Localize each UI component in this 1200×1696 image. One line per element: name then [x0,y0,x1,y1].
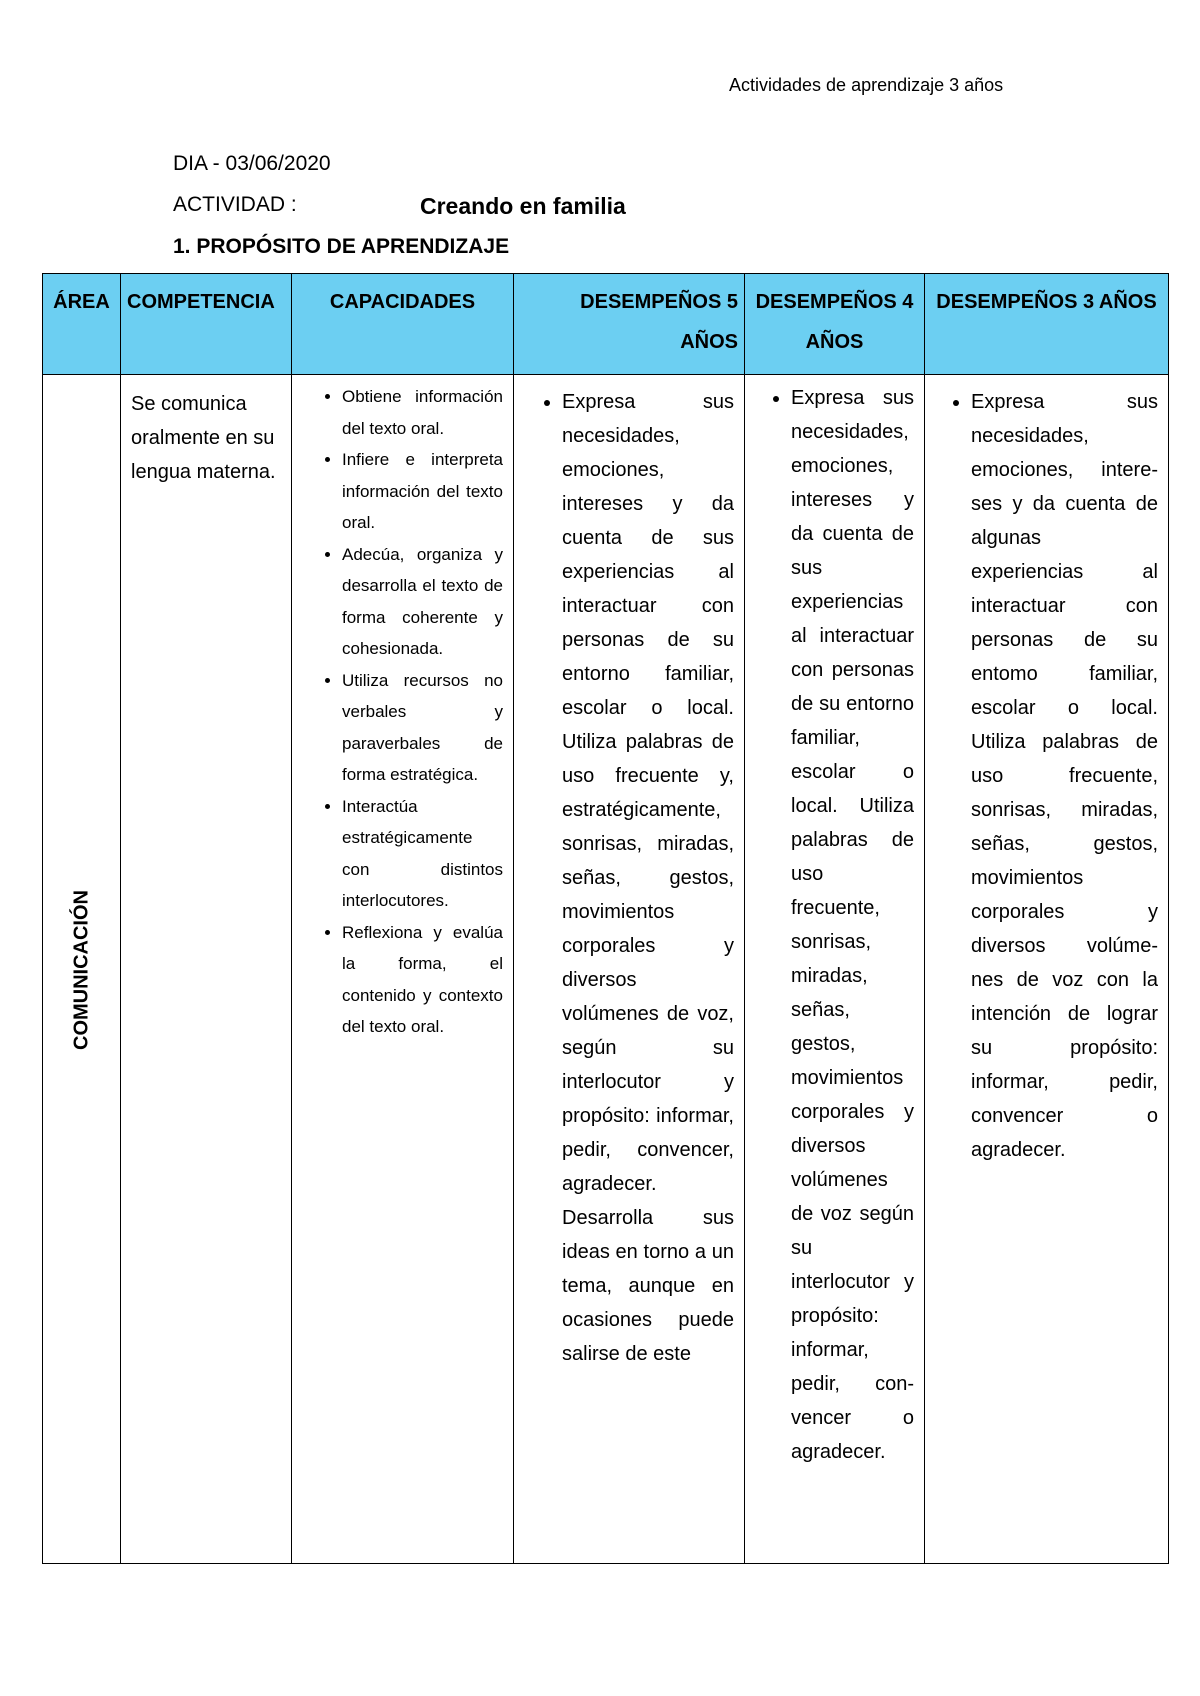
desempenos-3-cell [925,375,1169,1564]
day-label: DIA - 03/06/2020 [173,152,331,175]
desempenos-5-cell [514,375,745,1564]
header-capacidades: CAPACIDADES [292,274,514,375]
desempenos-4-cell [745,375,925,1564]
header-area: ÁREA [43,274,121,375]
document-header: Actividades de aprendizaje 3 años [729,75,1004,95]
activity-label: ACTIVIDAD : [173,193,297,216]
header-competencia: COMPETENCIA [121,274,292,375]
capacidad-item: • Interactúa estratégicamente con distintos interlocutores. [342,791,503,917]
list-item: • Expresa sus necesidades, emociones, intere- ses y da cuenta de algunas experiencias al interactuar con personas de su entomo familiar, escolar o local. Utiliza palabras de uso frecuente, sonrisas, miradas, señas, gestos, movimientos corporales y diversos volúme- nes de voz con la intención de lograr su propósito: informar, pedir, convencer o agradecer. [971,385,1158,1167]
header-desempenos-4: DESEMPEÑOS 4 AÑOS [745,274,925,375]
table-row [43,375,1169,1564]
capacidad-item: • Infiere e interpreta información del texto oral. [342,444,503,539]
capacidades-cell [292,375,514,1564]
list-item: • Expresa sus necesidades, emociones, intereses y da cuenta de sus experiencias al interactuar con personas de su entorno familiar, escolar o local. Utiliza palabras de uso frecuente, sonrisas, miradas, señas, gestos, movimientos corporales y diversos volúmenes de voz según su interlocutor y propósito: informar, pedir, con- vencer o agradecer. [791,381,914,1469]
header-desempenos-5: DESEMPEÑOS 5 AÑOS [514,274,745,375]
activity-line [173,193,626,219]
learning-purpose-table [42,273,1169,1564]
capacidades-list [302,381,503,1043]
capacidad-item: • Reflexiona y evalúa la forma, el contenido y contexto del texto oral. [342,917,503,1043]
list-item: • Expresa sus necesidades, emociones, intereses y da cuenta de sus experiencias al interactuar con personas de su entorno familiar, escolar o local. Utiliza palabras de uso frecuente y, estratégicamente, sonrisas, miradas, señas, gestos, movimientos corporales y diversos volúmenes de voz, según su interlocutor y propósito: informar, pedir, convencer, agradecer. Desarrolla sus ideas en torno a un tema, aunque en ocasiones puede salirse de este [562,385,734,1371]
capacidad-item: • Adecúa, organiza y desarrolla el texto de forma coherente y cohesionada. [342,539,503,665]
section-title: 1. PROPÓSITO DE APRENDIZAJE [173,235,510,258]
area-cell [43,375,121,1564]
table-header-row [43,274,1169,375]
activity-title: Creando en familia [420,193,626,219]
capacidad-item: • Utiliza recursos no verbales y paraverbales de forma estratégica. [342,665,503,791]
header-desempenos-3: DESEMPEÑOS 3 AÑOS [925,274,1169,375]
area-label: COMUNICACIÓN [70,890,92,1050]
competencia-cell: Se comunica oralmente en su lengua materna. [121,375,292,1564]
capacidad-item: • Obtiene información del texto oral. [342,381,503,444]
